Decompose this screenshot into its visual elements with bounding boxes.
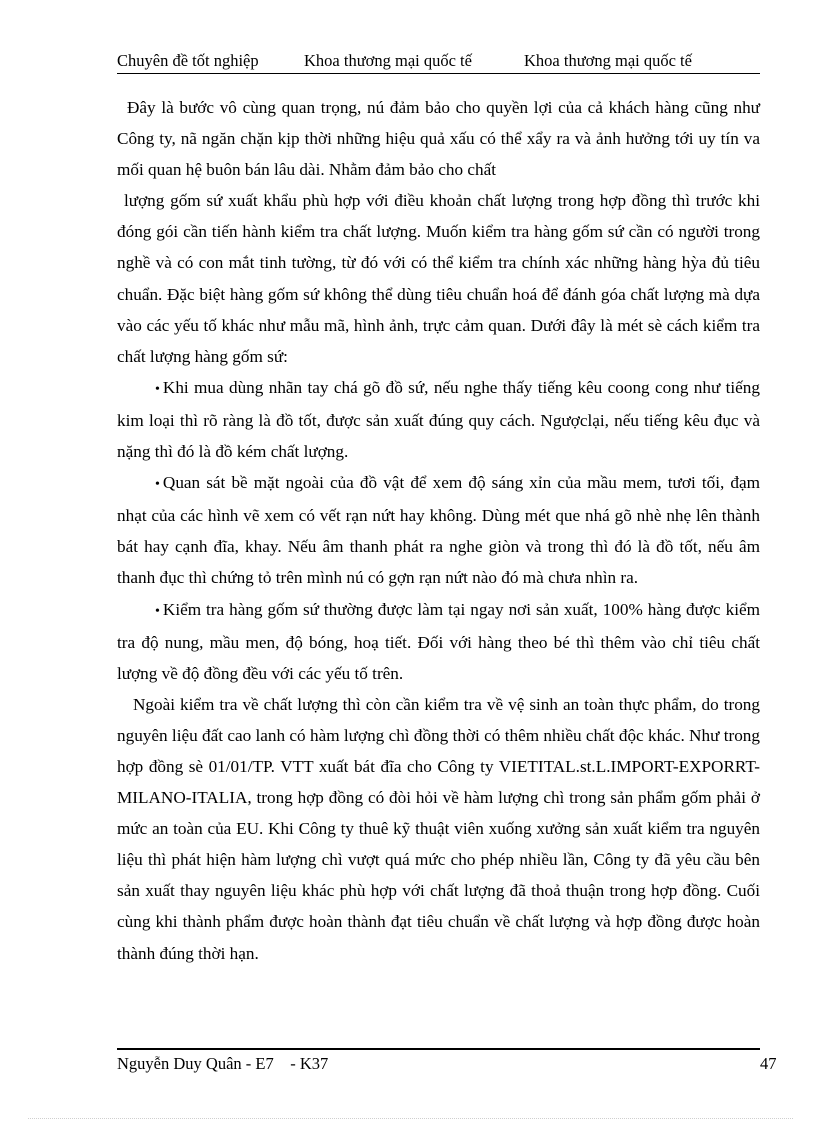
header-faculty-label-repeat: Khoa thương mại quốc tế bbox=[524, 51, 692, 70]
bullet-item-3-text: Kiểm tra hàng gốm sứ thường được làm tại ngay nơi sản xuất, 100% hàng được kiểm tra độ nung, mầu men, độ bóng, hoạ tiết. Đối với hàng theo bé thì thêm vào chỉ tiêu chất lượng về độ đồng đều với các yếu tố trên. bbox=[117, 599, 760, 683]
paragraph-intro-continued: lượng gốm sứ xuất khẩu phù hợp với điều khoản chất lượng trong hợp đồng thì trước khi đóng gói cần tiến hành kiểm tra chất lượng. Muốn kiểm tra hàng gốm sứ cần có người trong nghề và có con mắt tinh tường, từ đó với có thể kiểm tra chính xác những hàng hỳa đủ tiêu chuẩn. Đặc biệt hàng gốm sứ không thể dùng tiêu chuẩn hoá để đánh góa chất lượng mà dựa vào các yếu tố khác như mẫu mã, hình ảnh, trực cảm quan. Dưới đây là mét sè cách kiểm tra chất lượng hàng gốm sứ: bbox=[117, 191, 760, 366]
paragraph-safety: Ngoài kiểm tra về chất lượng thì còn cần kiểm tra về vệ sinh an toàn thực phẩm, do trong nguyên liệu đất cao lanh có hàm lượng chì đồng thời có thêm nhiều chất độc khác. Như trong hợp đồng sè 01/01/TP. VTT xuất bát đĩa cho Công ty VIETITAL.st.L.IMPORT-EXPORRT-MILANO-ITALIA, trong hợp đồng có đòi hỏi về hàm lượng chì trong sản phẩm gốm phải ở mức an toàn của EU. Khi Công ty thuê kỹ thuật viên xuống xưởng sản xuất kiểm tra nguyên liệu thì phát hiện hàm lượng chì vượt quá mức cho phép nhiều lần, Công ty đã yêu cầu bên sản xuất thay nguyên liệu khác phù hợp với chất lượng đã thoả thuận trong hợp đồng. Cuối cùng khi thành phẩm được hoàn thành đạt tiêu chuẩn về chất lượng và hợp đồng được hoàn thành đúng thời hạn. bbox=[117, 694, 760, 963]
bullet-item-1 bbox=[117, 372, 760, 467]
paragraph-intro: Đây là bước vô cùng quan trọng, nú đảm bảo cho quyền lợi của cả khách hàng cũng như Công ty, nã ngăn chặn kịp thời những hiệu quả xấu có thể xẩy ra và ảnh hưởng tới uy tín va mối quan hệ buôn bán lâu dài. Nhằm đảm bảo cho chất bbox=[117, 98, 760, 180]
bullet-icon bbox=[155, 473, 163, 492]
bullet-icon bbox=[155, 378, 163, 397]
bullet-item-2-text: Quan sát bề mặt ngoài của đồ vật để xem độ sáng xỉn của mầu mem, tươi tối, đạm nhạt của các hình vẽ xem có vết rạn nứt hay không. Dùng mét que nhá gõ nhè nhẹ lên thành bát hay cạnh đĩa, khay. Nếu âm thanh phát ra nghe giòn và trong thì đó là đồ tốt, nếu âm thanh đục thì chứng tỏ trên mình nú có gợn rạn nứt nào đó mà chưa nhìn ra. bbox=[117, 473, 760, 588]
bullet-item-1-text: Khi mua dùng nhãn tay chá gõ đồ sứ, nếu nghe thấy tiếng kêu coong cong như tiếng kim loại thì rõ ràng là đồ tốt, được sản xuất đúng quy cách. Ngượclại, nếu tiếng kêu đục và nặng thì đó là đồ kém chất lượng. bbox=[117, 377, 760, 462]
footer-divider bbox=[117, 1048, 760, 1050]
bullet-icon bbox=[155, 600, 163, 619]
header-thesis-label: Chuyên đề tốt nghiệp bbox=[117, 51, 259, 70]
bullet-item-3 bbox=[117, 594, 760, 689]
page-bottom-border bbox=[28, 1118, 793, 1119]
bullet-item-2 bbox=[117, 467, 760, 593]
page-header bbox=[117, 50, 760, 74]
document-body bbox=[117, 92, 760, 969]
page-footer bbox=[117, 1053, 777, 1075]
header-faculty-label: Khoa thương mại quốc tế bbox=[304, 51, 472, 70]
page-number: 47 bbox=[760, 1054, 777, 1073]
footer-author: Nguyễn Duy Quân - E7 - K37 bbox=[117, 1054, 329, 1073]
